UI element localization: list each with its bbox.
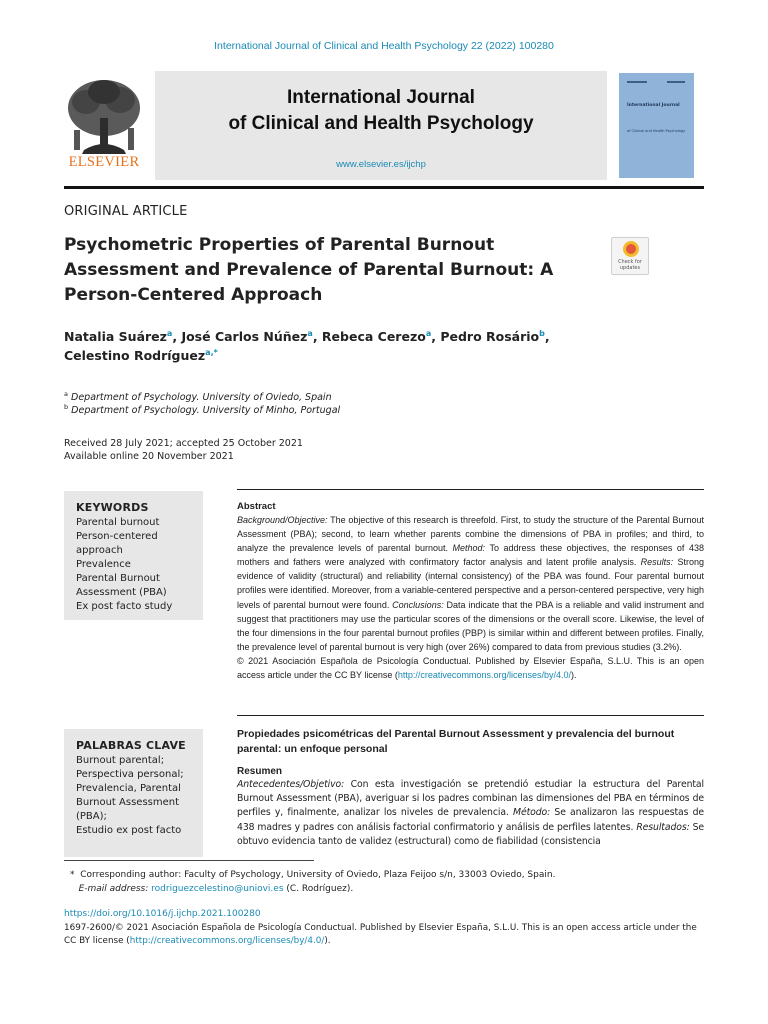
check-updates-icon — [623, 241, 639, 257]
author-2[interactable]: José Carlos Núñez$^a$ — [181, 328, 313, 344]
abstract-top-rule — [237, 489, 704, 490]
email-line: E-mail address: rodriguezcelestino@uniovi.es (C. Rodríguez). — [78, 884, 354, 894]
author-1[interactable]: Natalia Suárez$^a$ — [64, 328, 173, 344]
keyword-item: Burnout Assessment — [76, 797, 180, 808]
journal-title — [155, 85, 607, 137]
publisher-name: ELSEVIER — [68, 154, 140, 170]
journal-masthead — [64, 60, 704, 183]
keyword-item: Perspectiva personal; — [76, 769, 184, 780]
received-date: Received 28 July 2021; accepted 25 October 2021 — [64, 438, 303, 449]
abstract-bottom-rule — [237, 715, 704, 716]
keyword-item: Parental Burnout — [76, 573, 160, 584]
cover-title-text: International Journal — [627, 103, 680, 108]
resumen-heading: Resumen — [237, 766, 283, 777]
keyword-item: approach — [76, 545, 123, 556]
affiliation-b: $^b$ Department of Psychology. University of Minho, Portugal — [64, 402, 341, 416]
check-for-updates-badge[interactable] — [611, 237, 649, 275]
abstract-text: Background/Objective: The objective of this research is threefold. First, to study the structure of the Parental Burnout Assessment (PBA); second, to learn whether parents combine the dimensions of PBA in profiles; and third, to analyze the prevalence levels of parental burnout. Method: To address these objectives, the responses of 438 mothers and fathers were analyzed with confirmatory factor analysis and latent profile analysis. Results: Strong evidence of validity (structural) and reliability (internal consistency) of the PBA was found. Four parental burnout profiles were identified. Moreover, from a variable-centered perspective and a person-centered perspective, very high levels of parental burnout were found. Conclusions: Data indicate that the PBA is a reliable and valid instrument and suggest that practitioners may use the particular scores of the dimensions or the overall score. Likewise, the level of the four dimensions in the four parental burnout profiles (PBP) is similar within and different between profiles. Finally, the prevalence level of parental burnout is very high (over 26%) compared to data from previous studies (3.2%). © 2021 Asociación Española de Psicología Conductual. Published by Elsevier España, S.L.U. This is an open access article under the CC BY license (http://creativecommons.org/licenses/by/4.0/). — [237, 515, 704, 681]
masthead-divider — [64, 186, 704, 189]
corresponding-author-text: * Corresponding author: Faculty of Psychology, University of Oviedo, Plaza Feijoo s/n, 33003 Oviedo, Spain. — [70, 870, 556, 880]
affiliation-a: $^a$ Department of Psychology. University of Oviedo, Spain — [64, 389, 332, 403]
paper-title: Psychometric Properties of Parental Burnout Assessment and Prevalence of Parental Burnout: A Person-Centered Approach — [64, 235, 554, 305]
keyword-item: (PBA); — [76, 811, 107, 822]
journal-banner — [155, 71, 607, 180]
license-link[interactable]: http://creativecommons.org/licenses/by/4.0/ — [397, 670, 571, 681]
keyword-item: Assessment (PBA) — [76, 587, 167, 598]
footnote-divider — [64, 860, 314, 861]
check-updates-label: Check for updates — [618, 259, 642, 271]
copyright-notice: 1697-2600/© 2021 Asociación Española de Psicología Conductual. Published by Elsevier España, S.L.U. This is an open access article under the CC BY license (http://creativecommons.org/licenses/by/4.0/). — [64, 923, 697, 946]
journal-url-link[interactable]: www.elsevier.es/ijchp — [336, 159, 426, 170]
keyword-item: Ex post facto study — [76, 601, 173, 612]
author-3[interactable]: Rebeca Cerezo$^a$ — [321, 328, 432, 344]
palabras-clave-heading: PALABRAS CLAVE — [76, 739, 186, 752]
keyword-item: Person-centered — [76, 531, 158, 542]
keywords-box — [64, 491, 203, 620]
keyword-item: Estudio ex post facto — [76, 825, 182, 836]
keyword-item: Burnout parental; — [76, 755, 165, 766]
available-date: Available online 20 November 2021 — [64, 451, 234, 462]
corresponding-author-footnote — [70, 868, 700, 896]
author-4[interactable]: Pedro Rosário$^b$ — [440, 328, 545, 344]
email-link[interactable]: rodriguezcelestino@uniovi.es — [151, 884, 284, 894]
keyword-item: Parental burnout — [76, 517, 160, 528]
author-5[interactable]: Celestino Rodríguez$^{a,*}$ — [64, 347, 218, 363]
license-link-footer[interactable]: http://creativecommons.org/licenses/by/4.0/ — [129, 936, 325, 946]
resumen-section — [237, 766, 704, 849]
affiliations — [64, 391, 340, 417]
keywords-heading: KEYWORDS — [76, 501, 149, 514]
keyword-item: Prevalence — [76, 559, 131, 570]
palabras-clave-box — [64, 729, 203, 857]
journal-title-line1: International Journal — [287, 87, 475, 108]
journal-cover-thumbnail[interactable] — [619, 73, 694, 178]
spanish-title: Propiedades psicométricas del Parental Burnout Assessment y prevalencia del burnout parental: un enfoque personal — [237, 728, 675, 755]
keyword-item: Prevalencia, Parental — [76, 783, 181, 794]
journal-title-line2: of Clinical and Health Psychology — [228, 113, 534, 134]
cover-subtitle-text: of Clinical and Health Psychology — [627, 129, 686, 133]
resumen-text: Antecedentes/Objetivo: Con esta investigación se pretendió estudiar la estructura del Parental Burnout Assessment (PBA), averiguar si los padres combinan las dimensiones del PBA en términos de perfiles y, finalmente, analizar los niveles de prevalencia. Método: Se analizaron las respuestas de 438 madres y padres con análisis factorial confirmatorio y análisis de perfiles latentes. Resultados: Se obtuvo evidencia tanto de validez (estructural) como de fiabilidad (consistencia — [237, 779, 704, 847]
abstract-section — [237, 501, 704, 682]
article-type: ORIGINAL ARTICLE — [64, 204, 188, 219]
article-history — [64, 437, 303, 463]
doi-link[interactable]: https://doi.org/10.1016/j.ijchp.2021.100280 — [64, 909, 261, 919]
journal-reference[interactable]: International Journal of Clinical and Health Psychology 22 (2022) 100280 — [214, 40, 554, 52]
abstract-heading: Abstract — [237, 501, 276, 512]
author-list: Natalia Suárez$^a$, José Carlos Núñez$^a$, Rebeca Cerezo$^a$, Pedro Rosário$^b$, Celestino Rodríguez$^{a,*}$ — [64, 328, 550, 363]
